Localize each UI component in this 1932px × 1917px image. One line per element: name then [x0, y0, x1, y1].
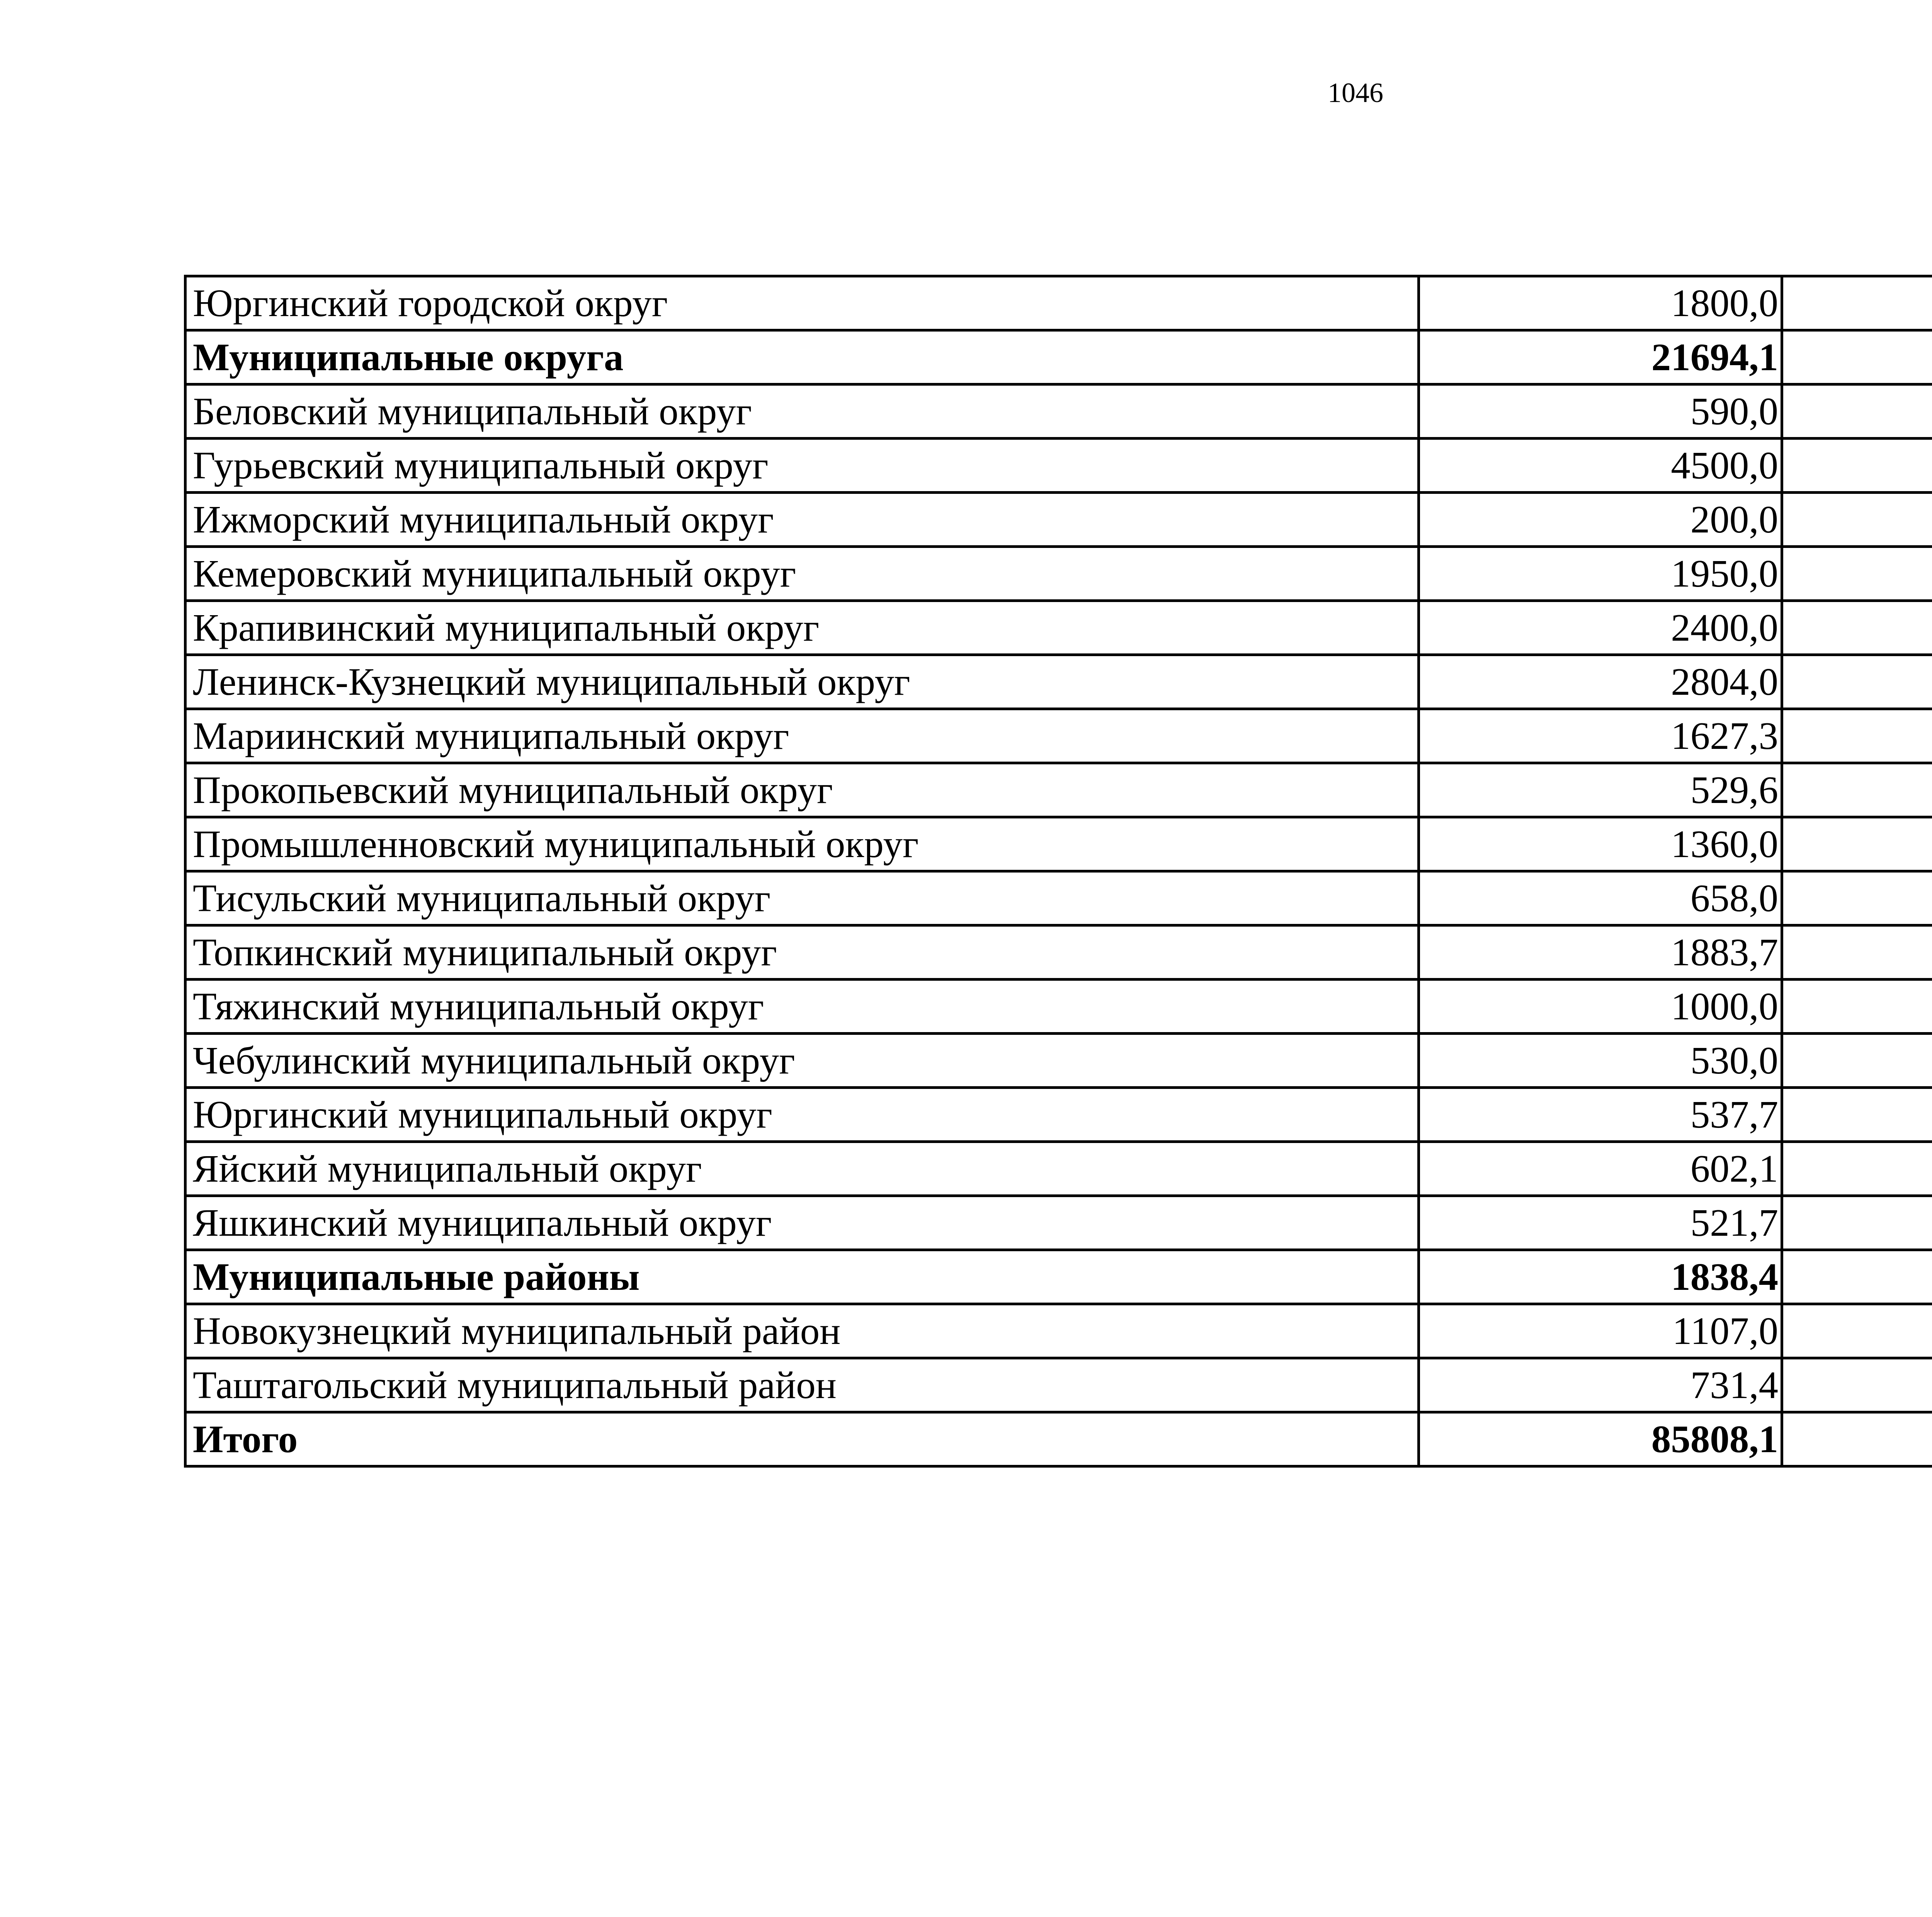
table-row [185, 439, 1932, 493]
row-name-cell: Тисульский муниципальный округ [185, 871, 1419, 925]
row-value-2-cell [1782, 1034, 1932, 1088]
row-value-2-cell [1782, 817, 1932, 871]
row-value-2-cell [1782, 925, 1932, 980]
row-value-2-cell [1782, 1196, 1932, 1250]
row-name-cell: Беловский муниципальный округ [185, 384, 1419, 439]
page-number: 1046 [1328, 77, 1383, 108]
row-name-cell: Новокузнецкий муниципальный район [185, 1304, 1419, 1358]
row-name-cell: Чебулинский муниципальный округ [185, 1034, 1419, 1088]
row-name-cell: Промышленновский муниципальный округ [185, 817, 1419, 871]
row-value-2-cell [1782, 980, 1932, 1034]
table-row [185, 1142, 1932, 1196]
row-value-1-cell: 21694,1 [1419, 330, 1782, 384]
row-value-1-cell: 1107,0 [1419, 1304, 1782, 1358]
table-row [185, 384, 1932, 439]
row-name-cell: Гурьевский муниципальный округ [185, 439, 1419, 493]
row-value-1-cell: 1800,0 [1419, 276, 1782, 330]
data-table [184, 275, 1932, 1468]
row-name-cell: Прокопьевский муниципальный округ [185, 763, 1419, 817]
table-row [185, 655, 1932, 709]
row-value-2-cell [1782, 547, 1932, 601]
table-row [185, 1034, 1932, 1088]
row-value-1-cell: 2400,0 [1419, 601, 1782, 655]
row-value-1-cell: 1000,0 [1419, 980, 1782, 1034]
row-value-2-cell [1782, 1358, 1932, 1412]
row-name-cell: Юргинский городской округ [185, 276, 1419, 330]
row-name-cell: Юргинский муниципальный округ [185, 1088, 1419, 1142]
table-row [185, 925, 1932, 980]
row-value-1-cell: 4500,0 [1419, 439, 1782, 493]
table-row [185, 1088, 1932, 1142]
row-name-cell: Яшкинский муниципальный округ [185, 1196, 1419, 1250]
table-row-subtotal [185, 330, 1932, 384]
row-name-cell: Муниципальные округа [185, 330, 1419, 384]
row-name-cell: Крапивинский муниципальный округ [185, 601, 1419, 655]
row-value-1-cell: 529,6 [1419, 763, 1782, 817]
row-value-1-cell: 537,7 [1419, 1088, 1782, 1142]
row-value-1-cell: 731,4 [1419, 1358, 1782, 1412]
table-row [185, 601, 1932, 655]
row-value-2-cell [1782, 276, 1932, 330]
table-row [185, 1304, 1932, 1358]
row-value-1-cell: 521,7 [1419, 1196, 1782, 1250]
row-value-2-cell [1782, 871, 1932, 925]
row-value-1-cell: 85808,1 [1419, 1412, 1782, 1466]
row-name-cell: Кемеровский муниципальный округ [185, 547, 1419, 601]
table-row [185, 709, 1932, 763]
table-row [185, 817, 1932, 871]
row-name-cell: Итого [185, 1412, 1419, 1466]
row-name-cell: Ижморский муниципальный округ [185, 493, 1419, 547]
row-value-1-cell: 530,0 [1419, 1034, 1782, 1088]
row-name-cell: Мариинский муниципальный округ [185, 709, 1419, 763]
table-row [185, 763, 1932, 817]
table-row [185, 276, 1932, 330]
table-row [185, 493, 1932, 547]
row-value-1-cell: 1838,4 [1419, 1250, 1782, 1304]
table-row [185, 547, 1932, 601]
table-row [185, 871, 1932, 925]
row-name-cell: Яйский муниципальный округ [185, 1142, 1419, 1196]
row-name-cell: Таштагольский муниципальный район [185, 1358, 1419, 1412]
row-value-2-cell [1782, 1088, 1932, 1142]
table-body [185, 276, 1932, 1466]
row-value-1-cell: 200,0 [1419, 493, 1782, 547]
row-name-cell: Тяжинский муниципальный округ [185, 980, 1419, 1034]
row-value-2-cell [1782, 384, 1932, 439]
row-value-2-cell [1782, 493, 1932, 547]
row-value-2-cell [1782, 1142, 1932, 1196]
row-value-1-cell: 602,1 [1419, 1142, 1782, 1196]
row-value-1-cell: 1627,3 [1419, 709, 1782, 763]
row-value-2-cell [1782, 655, 1932, 709]
row-value-2-cell [1782, 1250, 1932, 1304]
row-value-1-cell: 1950,0 [1419, 547, 1782, 601]
table-row [185, 980, 1932, 1034]
row-name-cell: Ленинск-Кузнецкий муниципальный округ [185, 655, 1419, 709]
row-value-1-cell: 1360,0 [1419, 817, 1782, 871]
row-value-1-cell: 590,0 [1419, 384, 1782, 439]
row-name-cell: Топкинский муниципальный округ [185, 925, 1419, 980]
row-value-1-cell: 658,0 [1419, 871, 1782, 925]
table-row-subtotal [185, 1250, 1932, 1304]
row-value-2-cell [1782, 439, 1932, 493]
row-value-2-cell [1782, 601, 1932, 655]
row-name-cell: Муниципальные районы [185, 1250, 1419, 1304]
row-value-2-cell [1782, 709, 1932, 763]
row-value-1-cell: 1883,7 [1419, 925, 1782, 980]
row-value-2-cell [1782, 1304, 1932, 1358]
row-value-2-cell [1782, 1412, 1932, 1466]
row-value-2-cell [1782, 330, 1932, 384]
row-value-1-cell: 2804,0 [1419, 655, 1782, 709]
row-value-2-cell [1782, 763, 1932, 817]
table-row [185, 1196, 1932, 1250]
table-row [185, 1358, 1932, 1412]
table-row-subtotal [185, 1412, 1932, 1466]
